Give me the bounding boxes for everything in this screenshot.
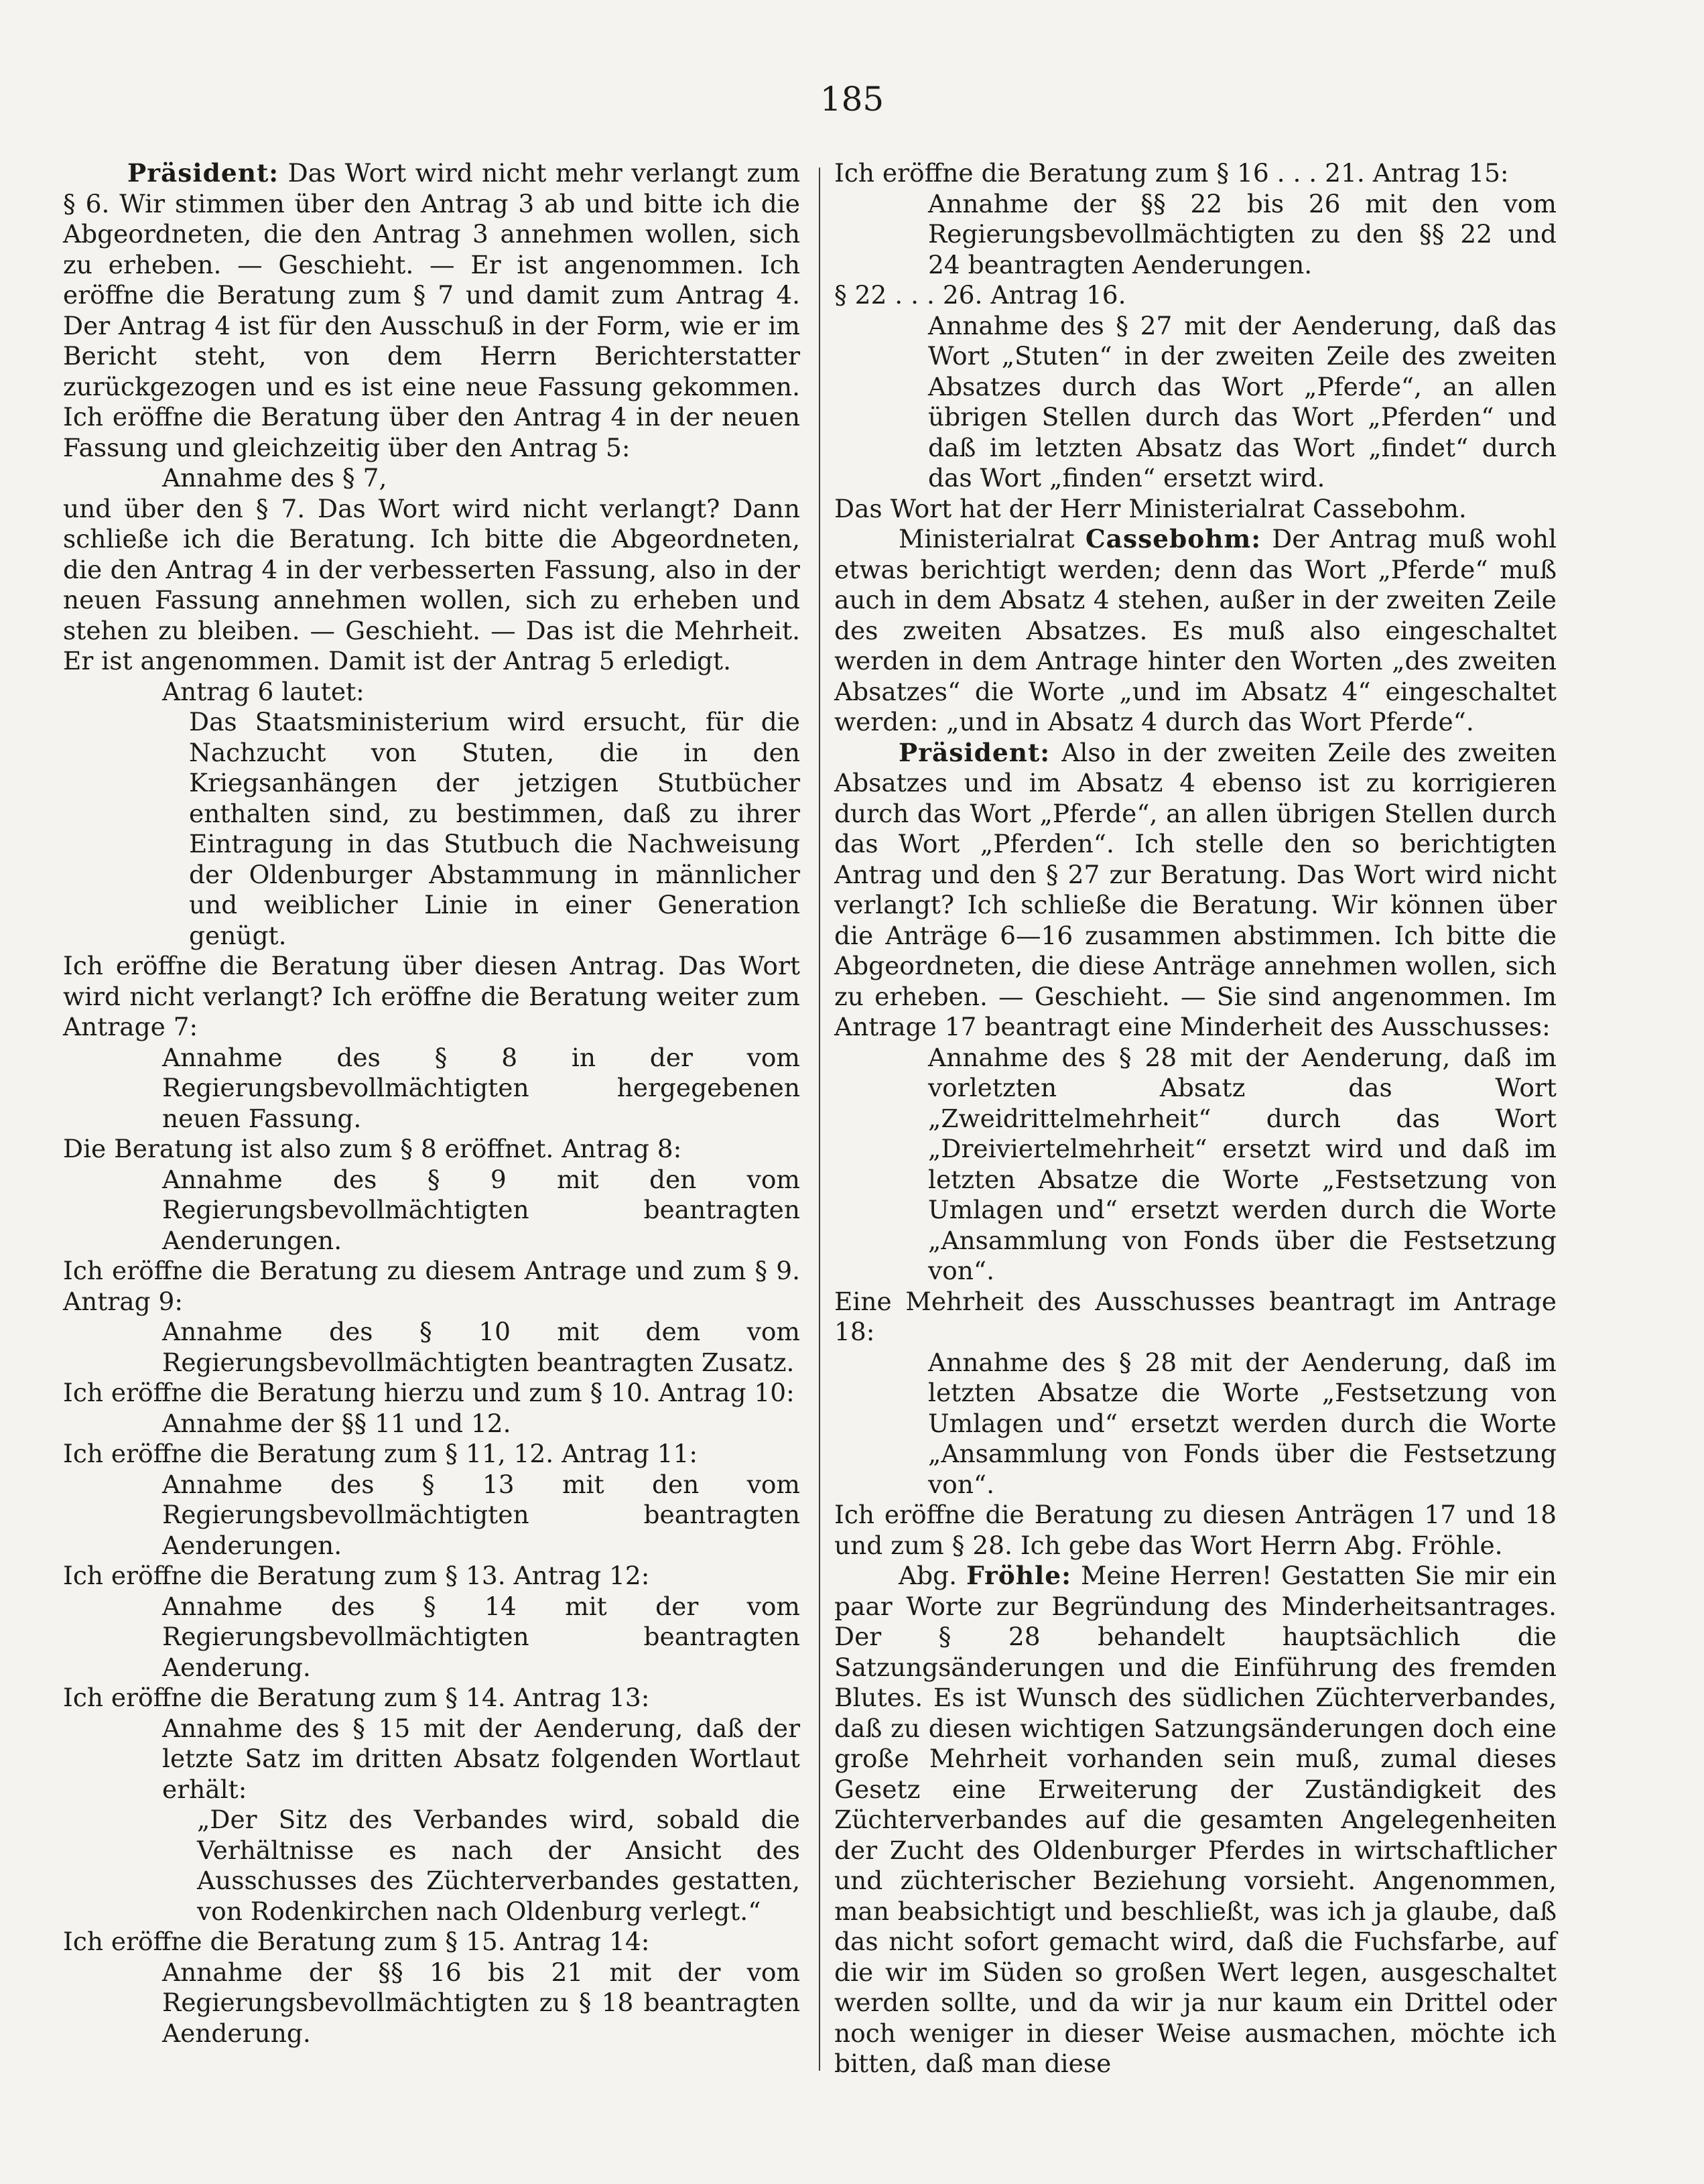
right-column (834, 158, 1557, 2079)
paragraph-text: „Der Sitz des Verbandes wird, sobald die Verhältnisse es nach der Ansicht des Ausschusses des Züchterverbandes gestatten, von Rodenkirchen nach Oldenburg verlegt.“ (197, 1805, 800, 1926)
paragraph-text: Annahme des § 10 mit dem vom Regierungsbevollmächtigten beantragten Zusatz. (162, 1317, 800, 1377)
left-paragraph (63, 463, 800, 494)
speaker-title: Ministerialrat (899, 524, 1086, 554)
left-paragraph (63, 1592, 800, 1683)
right-paragraph (834, 1500, 1557, 1561)
paragraph-text: Annahme der §§ 11 und 12. (162, 1408, 511, 1438)
speaker-name: Fröhle: (966, 1561, 1071, 1590)
speaker-title: Abg. (899, 1561, 967, 1590)
speaker-name: Cassebohm: (1085, 524, 1262, 554)
right-paragraph (834, 158, 1557, 189)
left-paragraph (63, 158, 800, 463)
paragraph-text: Eine Mehrheit des Ausschusses beantragt im Antrage 18: (834, 1286, 1557, 1346)
left-paragraph (63, 1165, 800, 1257)
right-paragraph (834, 1043, 1557, 1287)
right-paragraph (834, 1561, 1557, 2079)
paragraph-text: Der Antrag muß wohl etwas berichtigt werden; denn das Wort „Pferde“ muß auch in dem Absatz 4 stehen, außer in der zweiten Zeile des zweiten Absatzes. Es muß also eingeschaltet werden in dem Antrage hinter den Worten „des zweiten Absatzes“ die Worte „und im Absatz 4“ eingeschaltet werden: „und in Absatz 4 durch das Wort Pferde“. (834, 524, 1557, 736)
paragraph-text: Annahme des § 9 mit den vom Regierungsbevollmächtigten beantragten Aenderungen. (162, 1164, 800, 1255)
left-paragraph (63, 1409, 800, 1439)
left-paragraph (63, 951, 800, 1043)
paragraph-text: Ich eröffne die Beratung zum § 13. Antrag 12: (63, 1561, 650, 1590)
left-paragraph (63, 1957, 800, 2049)
paragraph-text: Ich eröffne die Beratung zum § 14. Antrag 13: (63, 1683, 650, 1712)
page-number: 185 (820, 80, 884, 119)
paragraph-text: Annahme der §§ 16 bis 21 mit der vom Regierungsbevollmächtigten zu § 18 beantragten Aenderung. (162, 1957, 800, 2048)
right-paragraph (834, 311, 1557, 494)
paragraph-text: Ich eröffne die Beratung über diesen Antrag. Das Wort wird nicht verlangt? Ich eröffne die Beratung weiter zum Antrage 7: (63, 951, 800, 1041)
column-divider (819, 168, 820, 2071)
speaker-name: Präsident: (899, 737, 1051, 767)
paragraph-text: und über den § 7. Das Wort wird nicht verlangt? Dann schließe ich die Beratung. Ich bitte die Abgeordneten, die den Antrag 4 in der verbesserten Fassung, also in der neuen Fassung annehmen wollen, sich zu erheben und stehen zu bleiben. — Geschieht. — Das ist die Mehrheit. Er ist angenommen. Damit ist der Antrag 5 erledigt. (63, 493, 800, 676)
paragraph-text: Das Wort wird nicht mehr verlangt zum § 6. Wir stimmen über den Antrag 3 ab und bitte ich die Abgeordneten, die den Antrag 3 annehmen wollen, sich zu erheben. — Geschieht. — Er ist angenommen. Ich eröffne die Beratung zum § 7 und damit zum Antrag 4. Der Antrag 4 ist für den Ausschuß in der Form, wie er im Bericht steht, von dem Herrn Berichterstatter zurückgezogen und es ist eine neue Fassung gekommen. Ich eröffne die Beratung über den Antrag 4 in der neuen Fassung und gleichzeitig über den Antrag 5: (63, 158, 800, 462)
left-paragraph (63, 677, 800, 708)
paragraph-text: Das Wort hat der Herr Ministerialrat Cassebohm. (834, 493, 1467, 523)
paragraph-text: Annahme des § 8 in der vom Regierungsbevollmächtigten hergegebenen neuen Fassung. (162, 1042, 800, 1133)
left-paragraph (63, 494, 800, 677)
paragraph-text: Also in der zweiten Zeile des zweiten Absatzes und im Absatz 4 ebenso ist zu korrigieren durch das Wort „Pferde“, an allen übrigen Stellen durch das Wort „Pferden“. Ich stelle den so berichtigten Antrag und den § 27 zur Beratung. Das Wort wird nicht verlangt? Ich schließe die Beratung. Wir können über die Anträge 6—16 zusammen abstimmen. Ich bitte die Abgeordneten, die diese Anträge annehmen wollen, sich zu erheben. — Geschieht. — Sie sind angenommen. Im Antrage 17 beantragt eine Minderheit des Ausschusses: (834, 737, 1557, 1041)
right-paragraph (834, 738, 1557, 1043)
paragraph-text: Die Beratung ist also zum § 8 eröffnet. Antrag 8: (63, 1134, 682, 1163)
paragraph-text: Annahme des § 28 mit der Aenderung, daß im letzten Absatze die Worte „Festsetzung von Umlagen und“ ersetzt werden durch die Worte „Ansammlung von Fonds über die Festsetzung von“. (928, 1347, 1557, 1499)
left-paragraph (63, 707, 800, 951)
right-paragraph (834, 524, 1557, 738)
left-paragraph (63, 1927, 800, 1957)
paragraph-text: Annahme des § 15 mit der Aenderung, daß der letzte Satz im dritten Absatz folgenden Wortlaut erhält: (162, 1713, 800, 1804)
left-paragraph (63, 1256, 800, 1317)
left-paragraph (63, 1470, 800, 1561)
paragraph-text: Ich eröffne die Beratung zum § 11, 12. Antrag 11: (63, 1439, 698, 1468)
paragraph-text: Annahme des § 27 mit der Aenderung, daß das Wort „Stuten“ in der zweiten Zeile des zweiten Absatzes durch das Wort „Pferde“, an allen übrigen Stellen durch das Wort „Pferden“ und daß im letzten Absatz das Wort „findet“ durch das Wort „finden“ ersetzt wird. (928, 310, 1557, 493)
right-paragraph (834, 189, 1557, 281)
right-paragraph (834, 1348, 1557, 1500)
right-paragraph (834, 494, 1557, 525)
right-paragraph (834, 280, 1557, 311)
paragraph-text: § 22 . . . 26. Antrag 16. (834, 280, 1126, 310)
paragraph-text: Annahme des § 28 mit der Aenderung, daß im vorletzten Absatz das Wort „Zweidrittelmehrheit“ durch das Wort „Dreiviertelmehrheit“ ersetzt wird und daß im letzten Absatze die Worte „Festsetzung von Umlagen und“ ersetzt werden durch die Worte „Ansammlung von Fonds über die Festsetzung von“. (928, 1042, 1557, 1285)
left-paragraph (63, 1805, 800, 1927)
paragraph-text: Antrag 6 lautet: (162, 676, 365, 706)
left-column (63, 158, 800, 2049)
left-paragraph (63, 1043, 800, 1135)
paragraph-text: Annahme der §§ 22 bis 26 mit den vom Regierungsbevollmächtigten zu den §§ 22 und 24 beantragten Aenderungen. (928, 188, 1557, 279)
right-paragraph (834, 1287, 1557, 1348)
left-paragraph (63, 1561, 800, 1592)
paragraph-text: Das Staatsministerium wird ersucht, für die Nachzucht von Stuten, die in den Kriegsanhängen der jetzigen Stutbücher enthalten sind, zu bestimmen, daß zu ihrer Eintragung in das Stutbuch die Nachweisung der Oldenburger Abstammung in männlicher und weiblicher Linie in einer Generation genügt. (189, 707, 800, 950)
paragraph-text: Annahme des § 7, (162, 463, 387, 493)
paragraph-text: Ich eröffne die Beratung zum § 15. Antrag 14: (63, 1927, 650, 1956)
paragraph-text: Ich eröffne die Beratung zu diesem Antrage und zum § 9. Antrag 9: (63, 1256, 800, 1316)
left-paragraph (63, 1134, 800, 1165)
paragraph-text: Ich eröffne die Beratung hierzu und zum § 10. Antrag 10: (63, 1378, 795, 1407)
paragraph-text: Meine Herren! Gestatten Sie mir ein paar Worte zur Begründung des Minderheitsantrages. Der § 28 behandelt hauptsächlich die Satzungsänderungen und die Einführung des fremden Blutes. Es ist Wunsch des südlichen Züchterverbandes, daß zu diesen wichtigen Satzungsänderungen doch eine große Mehrheit vorhanden sein muß, zumal dieses Gesetz eine Erweiterung der Zuständigkeit des Züchterverbandes auf die gesamten Angelegenheiten der Zucht des Oldenburger Pferdes in wirtschaftlicher und züchterischer Beziehung vorsieht. Angenommen, man beabsichtigt und beschließt, was ich ja glaube, daß das nicht sofort gemacht wird, daß die Fuchsfarbe, auf die wir im Süden so großen Wert legen, ausgeschaltet werden sollte, und da wir ja nur kaum ein Drittel oder noch weniger in dieser Weise ausmachen, möchte ich bitten, daß man diese (834, 1561, 1557, 2078)
left-paragraph (63, 1683, 800, 1714)
paragraph-text: Annahme des § 14 mit der vom Regierungsbevollmächtigten beantragten Aenderung. (162, 1591, 800, 1682)
speaker-name: Präsident: (127, 158, 279, 188)
left-paragraph (63, 1317, 800, 1378)
left-paragraph (63, 1714, 800, 1805)
paragraph-text: Annahme des § 13 mit den vom Regierungsbevollmächtigten beantragten Aenderungen. (162, 1469, 800, 1560)
paragraph-text: Ich eröffne die Beratung zu diesen Anträgen 17 und 18 und zum § 28. Ich gebe das Wort Herrn Abg. Fröhle. (834, 1500, 1557, 1560)
left-paragraph (63, 1378, 800, 1409)
paragraph-text: Ich eröffne die Beratung zum § 16 . . . 21. Antrag 15: (834, 158, 1509, 188)
left-paragraph (63, 1439, 800, 1470)
